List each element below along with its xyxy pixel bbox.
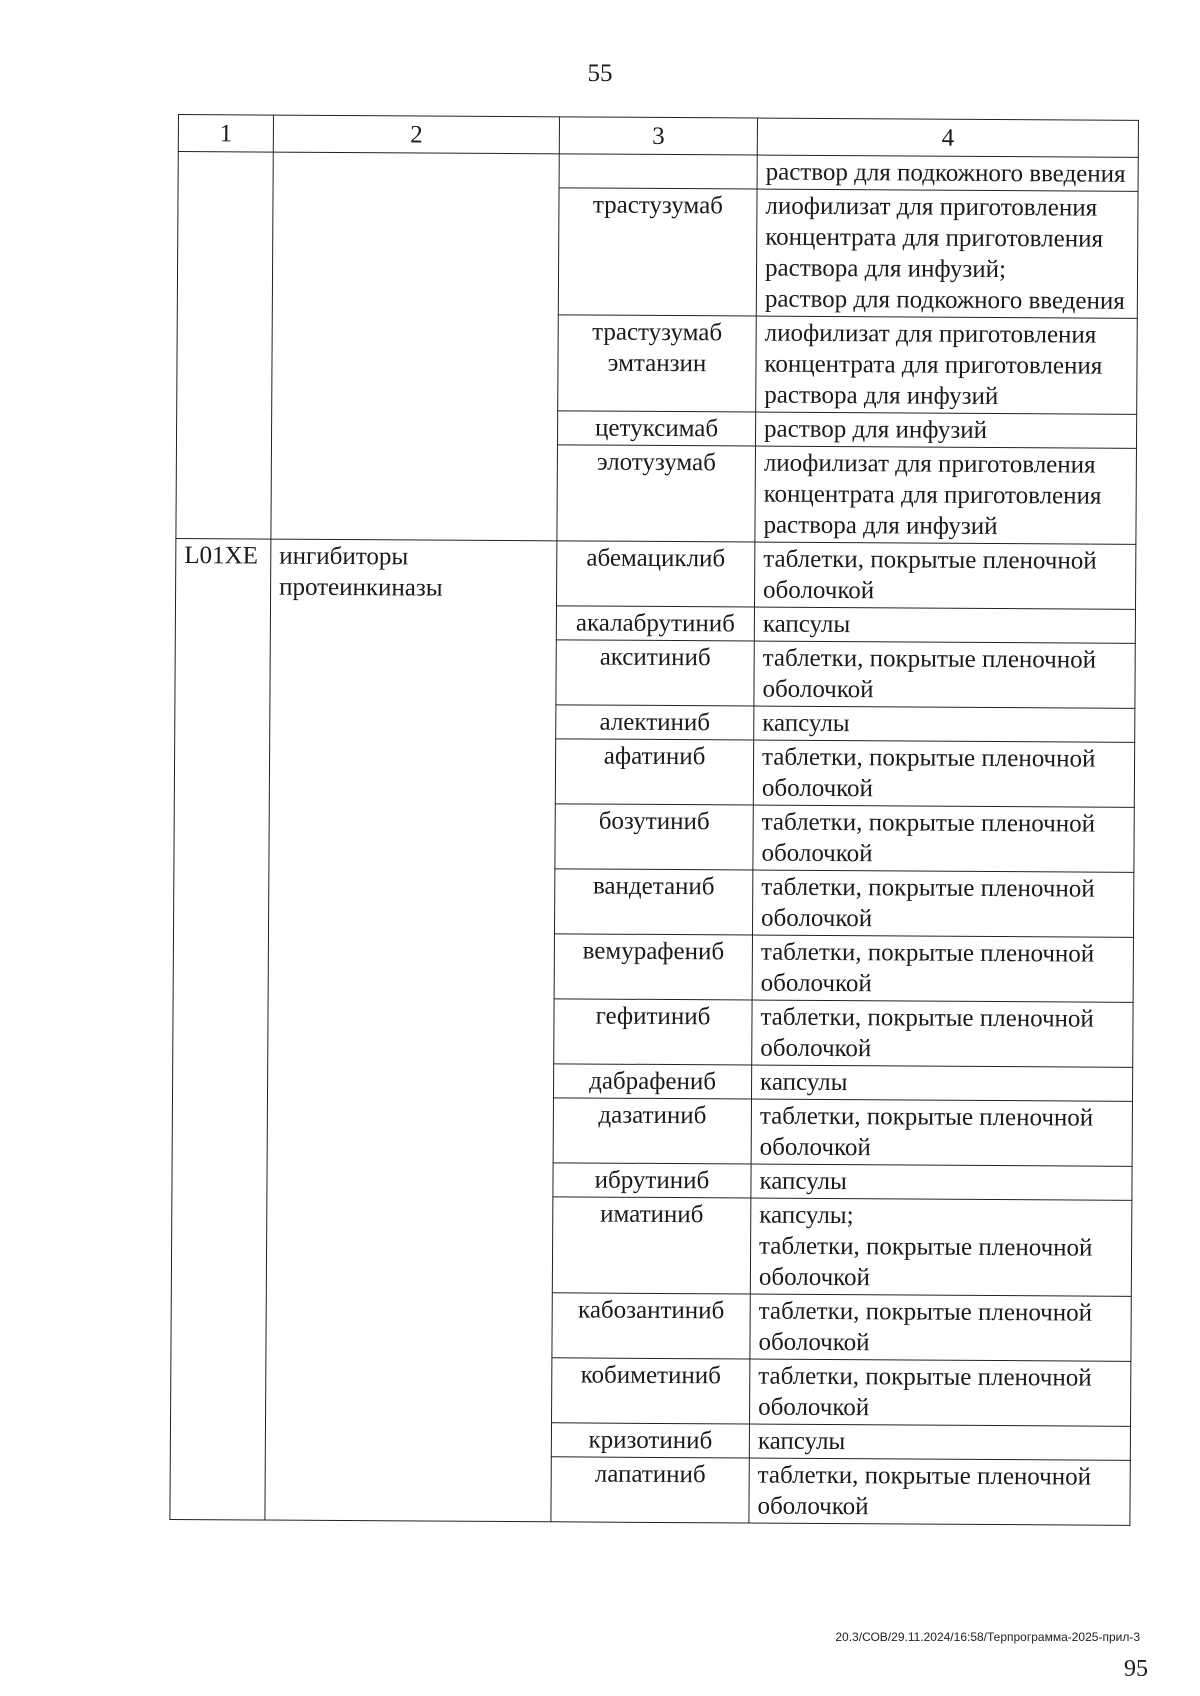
drug-name-cell: афатиниб bbox=[555, 739, 753, 805]
drug-name-cell: акалабрутиниб bbox=[556, 606, 754, 641]
dosage-form-cell: раствор для подкожного введения bbox=[757, 155, 1138, 191]
dosage-form-cell: капсулы bbox=[754, 706, 1135, 742]
drug-name-cell: цетуксимаб bbox=[557, 411, 755, 446]
drug-name-cell: трастузумаб bbox=[558, 188, 757, 316]
table-header-row bbox=[178, 115, 1138, 158]
drug-name-cell: дазатиниб bbox=[553, 1098, 751, 1164]
dosage-form-cell: таблетки, покрытые пленочной оболочкой bbox=[754, 542, 1135, 609]
dosage-form-cell: капсулы; таблетки, покрытые пленочной оболочкой bbox=[750, 1198, 1132, 1296]
dosage-form-cell: таблетки, покрытые пленочной оболочкой bbox=[751, 1099, 1132, 1166]
table-row bbox=[176, 538, 1136, 609]
dosage-form-cell: лиофилизат для приготовления концентрата для приготовления раствора для инфузий bbox=[756, 316, 1138, 414]
dosage-form-cell: таблетки, покрытые пленочной оболочкой bbox=[753, 740, 1134, 807]
header-col-3: 3 bbox=[559, 117, 757, 155]
group-name-cell: ингибиторы протеинкиназы bbox=[265, 539, 557, 1522]
table-body bbox=[170, 152, 1138, 1526]
dosage-form-cell: лиофилизат для приготовления концентрата для приготовления раствора для инфузий; раствор для подкожного введения bbox=[756, 189, 1138, 318]
drug-name-cell: элотузумаб bbox=[557, 445, 756, 542]
drug-name-cell: ибрутиниб bbox=[553, 1163, 751, 1198]
dosage-form-cell: капсулы bbox=[751, 1164, 1132, 1200]
dosage-form-cell: таблетки, покрытые пленочной оболочкой bbox=[752, 870, 1133, 937]
dosage-form-cell: таблетки, покрытые пленочной оболочкой bbox=[752, 935, 1133, 1002]
drug-name-cell: вандетаниб bbox=[554, 869, 752, 935]
dosage-form-cell: капсулы bbox=[749, 1424, 1130, 1460]
header-col-2: 2 bbox=[273, 115, 559, 154]
drug-name-cell: кризотиниб bbox=[551, 1423, 749, 1458]
dosage-form-cell: таблетки, покрытые пленочной оболочкой bbox=[752, 1000, 1133, 1067]
page-number: 55 bbox=[587, 60, 613, 87]
drug-name-cell: гефитиниб bbox=[554, 999, 752, 1065]
drug-name-cell: дабрафениб bbox=[553, 1064, 751, 1099]
dosage-form-cell: таблетки, покрытые пленочной оболочкой bbox=[754, 641, 1135, 708]
drug-name-cell bbox=[559, 154, 757, 189]
drug-table bbox=[169, 114, 1139, 1526]
drug-name-cell: вемурафениб bbox=[554, 934, 752, 1000]
dosage-form-cell: лиофилизат для приготовления концентрата для приготовления раствора для инфузий bbox=[755, 446, 1137, 544]
drug-name-cell: кабозантиниб bbox=[552, 1293, 750, 1359]
dosage-form-cell: раствор для инфузий bbox=[755, 412, 1136, 448]
drug-table-wrapper bbox=[169, 114, 1138, 1526]
drug-name-cell: алектиниб bbox=[556, 705, 754, 740]
sheet-number: 95 bbox=[1124, 1656, 1148, 1682]
atc-code-cell: L01XE bbox=[170, 538, 271, 1520]
dosage-form-cell: капсулы bbox=[751, 1065, 1132, 1101]
drug-name-cell: абемациклиб bbox=[557, 541, 755, 607]
dosage-form-cell: таблетки, покрытые пленочной оболочкой bbox=[753, 805, 1134, 872]
drug-name-cell: бозутиниб bbox=[555, 804, 753, 870]
drug-name-cell: иматиниб bbox=[552, 1197, 751, 1294]
header-col-4: 4 bbox=[757, 118, 1138, 157]
group-name-cell bbox=[271, 152, 559, 541]
dosage-form-cell: таблетки, покрытые пленочной оболочкой bbox=[750, 1359, 1131, 1426]
dosage-form-cell: капсулы bbox=[754, 607, 1135, 643]
header-col-1: 1 bbox=[178, 115, 273, 153]
drug-name-cell: кобиметиниб bbox=[552, 1358, 750, 1424]
dosage-form-cell: таблетки, покрытые пленочной оболочкой bbox=[749, 1458, 1130, 1525]
dosage-form-cell: таблетки, покрытые пленочной оболочкой bbox=[750, 1294, 1131, 1361]
drug-name-cell: трастузумаб эмтанзин bbox=[558, 315, 757, 412]
atc-code-cell bbox=[176, 152, 273, 540]
drug-name-cell: акситиниб bbox=[556, 640, 754, 706]
table-row bbox=[178, 152, 1138, 192]
document-code: 20.3/СОВ/29.11.2024/16:58/Терпрограмма-2025-прил-3 bbox=[835, 1630, 1140, 1644]
drug-name-cell: лапатиниб bbox=[551, 1457, 749, 1523]
